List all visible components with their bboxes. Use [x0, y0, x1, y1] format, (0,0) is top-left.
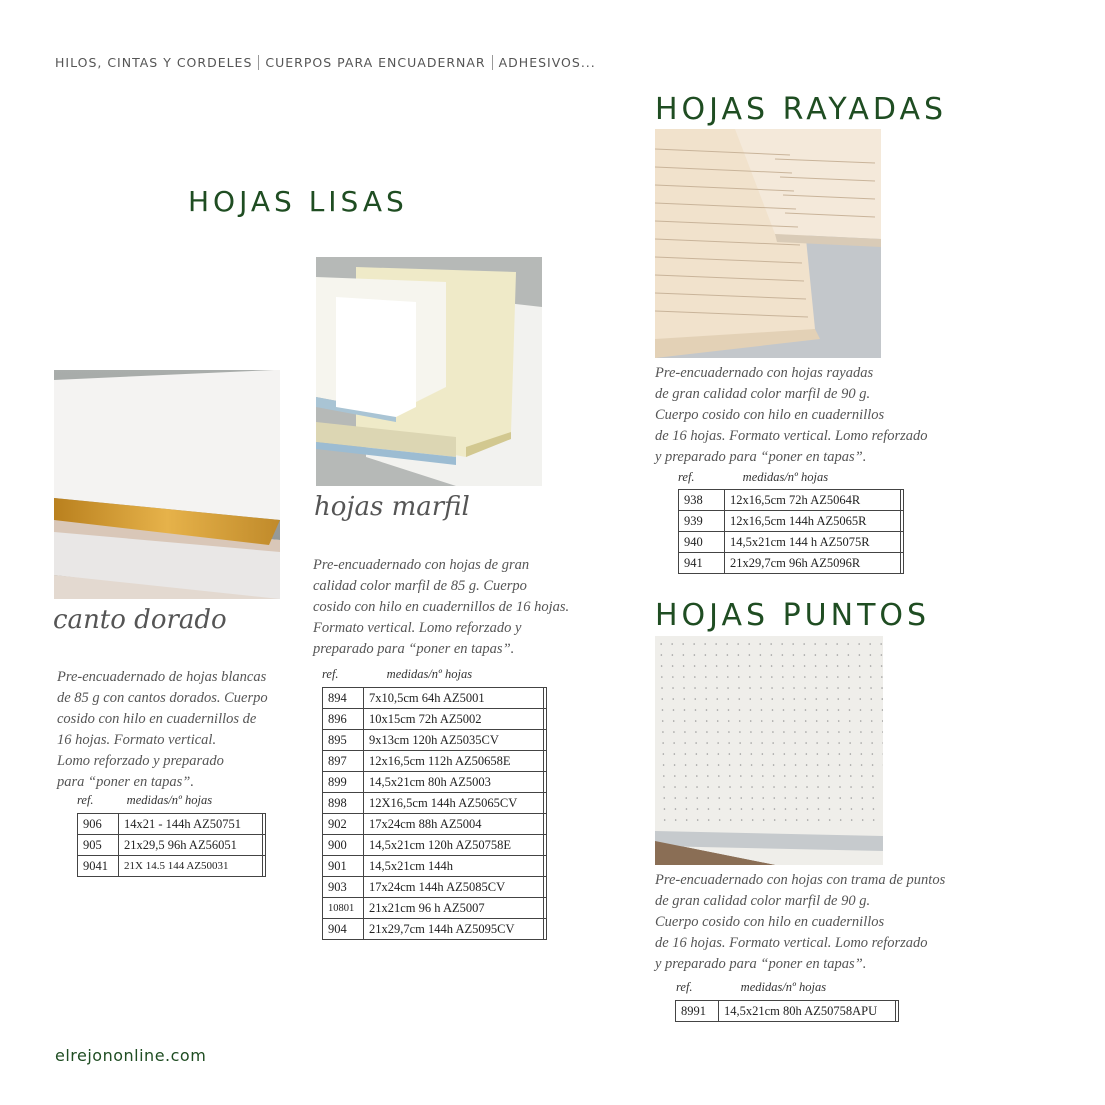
- description-line: Formato vertical. Lomo reforzado y: [313, 620, 522, 636]
- canto-dorado-photo: [54, 370, 280, 599]
- table-row: [78, 856, 266, 877]
- medidas-cell: 14,5x21cm 80h AZ50758APU: [719, 1001, 896, 1022]
- ref-cell: 900: [323, 835, 364, 856]
- subtitle-canto-dorado: canto dorado: [53, 605, 227, 635]
- medidas-cell: 14,5x21cm 144h: [364, 856, 544, 877]
- rayadas-description: [655, 363, 928, 468]
- ref-cell: 9041: [78, 856, 119, 877]
- column-ref: ref.: [678, 470, 695, 484]
- medidas-cell: 14,5x21cm 144 h AZ5075R: [725, 532, 901, 553]
- medidas-cell: 21X 14.5 144 AZ50031: [119, 856, 263, 877]
- description-line: de 16 hojas. Formato vertical. Lomo reforzado: [655, 428, 928, 444]
- table-row: [323, 835, 547, 856]
- medidas-cell: 21x29,7cm 144h AZ5095CV: [364, 919, 544, 940]
- description-line: cosido con hilo en cuadernillos de 16 hojas.: [313, 599, 570, 615]
- ref-cell: 941: [679, 553, 725, 574]
- canto-description: [57, 667, 268, 793]
- ref-cell: 896: [323, 709, 364, 730]
- marfil-table-header: [322, 667, 472, 682]
- column-medidas: medidas/nº hojas: [742, 470, 829, 484]
- medidas-cell: 14x21 - 144h AZ50751: [119, 814, 263, 835]
- rayadas-table: [678, 489, 904, 574]
- description-line: y preparado para “poner en tapas”.: [655, 449, 867, 465]
- breadcrumb-item[interactable]: HILOS, CINTAS Y CORDELES: [55, 55, 253, 70]
- ref-cell: 897: [323, 751, 364, 772]
- description-line: cosido con hilo en cuadernillos de: [57, 711, 257, 727]
- heading-hojas-rayadas: HOJAS RAYADAS: [655, 92, 948, 127]
- table-row: [323, 877, 547, 898]
- medidas-cell: 7x10,5cm 64h AZ5001: [364, 688, 544, 709]
- ref-cell: 903: [323, 877, 364, 898]
- ref-cell: 938: [679, 490, 725, 511]
- ref-cell: 939: [679, 511, 725, 532]
- ref-cell: 904: [323, 919, 364, 940]
- medidas-cell: 14,5x21cm 80h AZ5003: [364, 772, 544, 793]
- ref-cell: 940: [679, 532, 725, 553]
- table-row: [323, 730, 547, 751]
- table-row: [323, 919, 547, 940]
- table-row: [323, 772, 547, 793]
- column-medidas: medidas/nº hojas: [740, 980, 827, 994]
- column-medidas: medidas/nº hojas: [126, 793, 213, 807]
- description-line: calidad color marfil de 85 g. Cuerpo: [313, 578, 527, 594]
- puntos-description: [655, 870, 945, 975]
- medidas-cell: 17x24cm 88h AZ5004: [364, 814, 544, 835]
- ref-cell: 906: [78, 814, 119, 835]
- description-line: Lomo reforzado y preparado: [57, 753, 224, 769]
- medidas-cell: 12x16,5cm 112h AZ50658E: [364, 751, 544, 772]
- table-row: [323, 898, 547, 919]
- canto-table: [77, 813, 266, 877]
- table-row: [679, 490, 904, 511]
- breadcrumb: [55, 55, 596, 70]
- canto-table-header: [77, 793, 212, 808]
- description-line: de gran calidad color marfil de 90 g.: [655, 386, 871, 402]
- description-line: Pre-encuadernado con hojas de gran: [313, 557, 530, 573]
- medidas-cell: 14,5x21cm 120h AZ50758E: [364, 835, 544, 856]
- ref-cell: 905: [78, 835, 119, 856]
- description-line: de gran calidad color marfil de 90 g.: [655, 893, 871, 909]
- footer-website-link[interactable]: elrejononline.com: [55, 1046, 207, 1065]
- column-medidas: medidas/nº hojas: [386, 667, 473, 681]
- table-row: [679, 532, 904, 553]
- hojas-marfil-photo: [316, 257, 542, 486]
- medidas-cell: 17x24cm 144h AZ5085CV: [364, 877, 544, 898]
- ref-cell: 894: [323, 688, 364, 709]
- heading-hojas-lisas: HOJAS LISAS: [188, 185, 408, 218]
- description-line: de 85 g con cantos dorados. Cuerpo: [57, 690, 268, 706]
- medidas-cell: 12x16,5cm 72h AZ5064R: [725, 490, 901, 511]
- breadcrumb-item[interactable]: ADHESIVOS...: [498, 55, 596, 70]
- medidas-cell: 9x13cm 120h AZ5035CV: [364, 730, 544, 751]
- column-ref: ref.: [77, 793, 94, 807]
- description-line: de 16 hojas. Formato vertical. Lomo reforzado: [655, 935, 928, 951]
- breadcrumb-item[interactable]: CUERPOS PARA ENCUADERNAR: [265, 55, 486, 70]
- description-line: para “poner en tapas”.: [57, 774, 194, 790]
- hojas-puntos-photo: [655, 636, 883, 865]
- heading-hojas-puntos: HOJAS PUNTOS: [655, 598, 931, 633]
- breadcrumb-separator: [258, 55, 259, 70]
- table-row: [78, 814, 266, 835]
- breadcrumb-separator: [492, 55, 493, 70]
- table-row: [323, 793, 547, 814]
- description-line: Pre-encuadernado de hojas blancas: [57, 669, 267, 685]
- description-line: Cuerpo cosido con hilo en cuadernillos: [655, 914, 885, 930]
- marfil-table: [322, 687, 547, 940]
- puntos-table: [675, 1000, 899, 1022]
- ref-cell: 898: [323, 793, 364, 814]
- description-line: y preparado para “poner en tapas”.: [655, 956, 867, 972]
- marfil-description: [313, 555, 569, 660]
- table-row: [679, 553, 904, 574]
- table-row: [323, 751, 547, 772]
- table-row: [676, 1001, 899, 1022]
- description-line: Pre-encuadernado con hojas con trama de puntos: [655, 872, 946, 888]
- column-ref: ref.: [676, 980, 693, 994]
- column-ref: ref.: [322, 667, 339, 681]
- table-row: [323, 709, 547, 730]
- medidas-cell: 12x16,5cm 144h AZ5065R: [725, 511, 901, 532]
- puntos-table-header: [676, 980, 826, 995]
- table-row: [323, 856, 547, 877]
- ref-cell: 899: [323, 772, 364, 793]
- medidas-cell: 10x15cm 72h AZ5002: [364, 709, 544, 730]
- description-line: 16 hojas. Formato vertical.: [57, 732, 217, 748]
- table-row: [679, 511, 904, 532]
- table-row: [78, 835, 266, 856]
- medidas-cell: 21x29,5 96h AZ56051: [119, 835, 263, 856]
- medidas-cell: 21x21cm 96 h AZ5007: [364, 898, 544, 919]
- ref-cell: 902: [323, 814, 364, 835]
- table-row: [323, 814, 547, 835]
- ref-cell: 10801: [323, 898, 364, 919]
- description-line: preparado para “poner en tapas”.: [313, 641, 515, 657]
- ref-cell: 895: [323, 730, 364, 751]
- table-row: [323, 688, 547, 709]
- medidas-cell: 21x29,7cm 96h AZ5096R: [725, 553, 901, 574]
- rayadas-table-header: [678, 470, 828, 485]
- hojas-rayadas-photo: [655, 129, 881, 358]
- subtitle-hojas-marfil: hojas marfil: [314, 492, 470, 522]
- ref-cell: 8991: [676, 1001, 719, 1022]
- medidas-cell: 12X16,5cm 144h AZ5065CV: [364, 793, 544, 814]
- description-line: Cuerpo cosido con hilo en cuadernillos: [655, 407, 885, 423]
- ref-cell: 901: [323, 856, 364, 877]
- description-line: Pre-encuadernado con hojas rayadas: [655, 365, 874, 381]
